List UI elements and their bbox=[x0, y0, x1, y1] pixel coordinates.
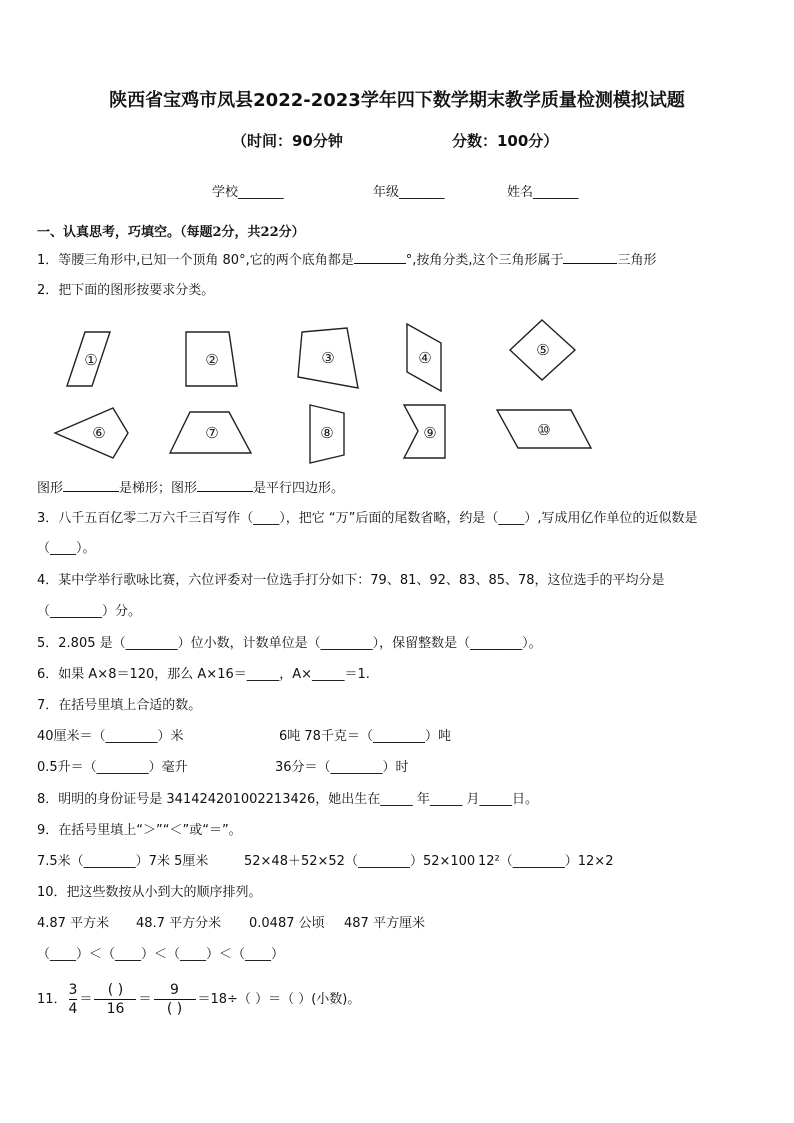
q1-text-b: °,按角分类,这个三角形属于 bbox=[405, 253, 564, 268]
question-8: 8．明明的身份证号是 341424201002213426，她出生在_____ 年_____ 月_____日。 bbox=[37, 792, 539, 807]
q7-item-4: 36分＝（________）时 bbox=[275, 760, 409, 775]
question-11: 11． $\frac{3}{4}$ ＝ $\frac{( )}{16}$ ＝ $\frac{9}{( )}$ ＝18÷（ ）＝（ ）(小数)。 bbox=[37, 982, 361, 1017]
shape-label-9: ⑨ bbox=[423, 424, 437, 442]
q7-item-2: 6吨 78千克＝（________）吨 bbox=[279, 729, 451, 744]
q11-num-3: 9 bbox=[170, 982, 179, 998]
exam-time: （时间：90分钟 bbox=[232, 132, 343, 150]
q2-blank-2 bbox=[197, 478, 253, 492]
question-7: 7．在括号里填上合适的数。 bbox=[37, 698, 202, 713]
question-3-line-1: 3．八千五百亿零二万六千三百写作（____），把它 “万”后面的尾数省略，约是（____）,写成用亿作单位的近似数是 bbox=[37, 511, 698, 526]
q11-den-2: 16 bbox=[106, 1001, 125, 1017]
question-2: 2．把下面的图形按要求分类。 bbox=[37, 283, 215, 298]
question-4-line-1: 4．某中学举行歌咏比赛，六位评委对一位选手打分如下：79、81、92、83、85、78，这位选手的平均分是 bbox=[37, 573, 665, 588]
name-field: 姓名_______ bbox=[507, 185, 579, 200]
q9-item-3: 12²（________）12×2 bbox=[478, 854, 614, 869]
shape-label-3: ③ bbox=[321, 349, 335, 367]
shapes-figure bbox=[40, 310, 600, 470]
shape-label-7: ⑦ bbox=[205, 424, 219, 442]
school-field: 学校_______ bbox=[212, 185, 284, 200]
question-1 bbox=[37, 250, 657, 270]
q2-text-b: 是梯形；图形 bbox=[119, 481, 198, 496]
q9-item-2: 52×48＋52×52（________）52×100 bbox=[244, 854, 476, 869]
q2-text-a: 图形 bbox=[37, 481, 64, 496]
q11-den-3: ( ) bbox=[166, 1001, 183, 1017]
q1-text-a: 1．等腰三角形中,已知一个顶角 80°,它的两个底角都是 bbox=[37, 253, 354, 268]
exam-score: 分数：100分） bbox=[452, 132, 559, 150]
q11-fraction-3 bbox=[154, 981, 196, 1018]
q10-item-3: 0.0487 公顷 bbox=[249, 916, 325, 931]
grade-field: 年级_______ bbox=[373, 185, 445, 200]
q10-item-2: 48.7 平方分米 bbox=[136, 916, 222, 931]
shape-label-6: ⑥ bbox=[92, 424, 106, 442]
q2-text-c: 是平行四边形。 bbox=[253, 481, 345, 496]
question-2-answer bbox=[37, 478, 344, 498]
shape-label-2: ② bbox=[205, 351, 219, 369]
shape-label-1: ① bbox=[84, 351, 98, 369]
q7-item-1: 40厘米＝（________）米 bbox=[37, 729, 184, 744]
page-title: 陕西省宝鸡市凤县2022-2023学年四下数学期末教学质量检测模拟试题 bbox=[109, 90, 685, 111]
question-6: 6．如果 A×8＝120，那么 A×16＝_____，A×_____＝1. bbox=[37, 667, 370, 682]
shape-label-10: ⑩ bbox=[537, 421, 551, 439]
shape-label-5: ⑤ bbox=[536, 341, 550, 359]
q10-order: （____）＜（____）＜（____）＜（____） bbox=[37, 947, 285, 962]
q11-rest: ＝18÷（ ）＝（ ）(小数)。 bbox=[197, 992, 361, 1007]
q11-den-1: 4 bbox=[68, 1001, 78, 1017]
section-heading: 一、认真思考，巧填空。（每题2分，共22分） bbox=[37, 225, 305, 240]
q11-fraction-1 bbox=[69, 981, 78, 1018]
q10-item-1: 4.87 平方米 bbox=[37, 916, 110, 931]
question-5: 5．2.805 是（________）位小数，计数单位是（________），保留整数是（________）。 bbox=[37, 636, 542, 651]
q11-num-2: ( ) bbox=[107, 982, 124, 998]
q2-blank-1 bbox=[63, 478, 119, 492]
question-9: 9．在括号里填上“＞”“＜”或“＝”。 bbox=[37, 823, 242, 838]
q7-item-3: 0.5升＝（________）毫升 bbox=[37, 760, 188, 775]
shape-label-8: ⑧ bbox=[320, 424, 334, 442]
question-3-line-2: （____）。 bbox=[37, 541, 96, 556]
q1-blank-2 bbox=[563, 250, 617, 264]
shape-label-4: ④ bbox=[418, 349, 432, 367]
question-4-line-2: （________）分。 bbox=[37, 604, 142, 619]
q11-fraction-2 bbox=[94, 981, 136, 1018]
q11-num-1: 3 bbox=[68, 982, 78, 998]
q9-item-1: 7.5米（________）7米 5厘米 bbox=[37, 854, 209, 869]
question-10: 10．把这些数按从小到大的顺序排列。 bbox=[37, 885, 262, 900]
q11-prefix: 11． bbox=[37, 992, 67, 1007]
q1-text-c: 三角形 bbox=[617, 253, 657, 268]
q10-item-4: 487 平方厘米 bbox=[344, 916, 425, 931]
q1-blank-1 bbox=[354, 250, 406, 264]
